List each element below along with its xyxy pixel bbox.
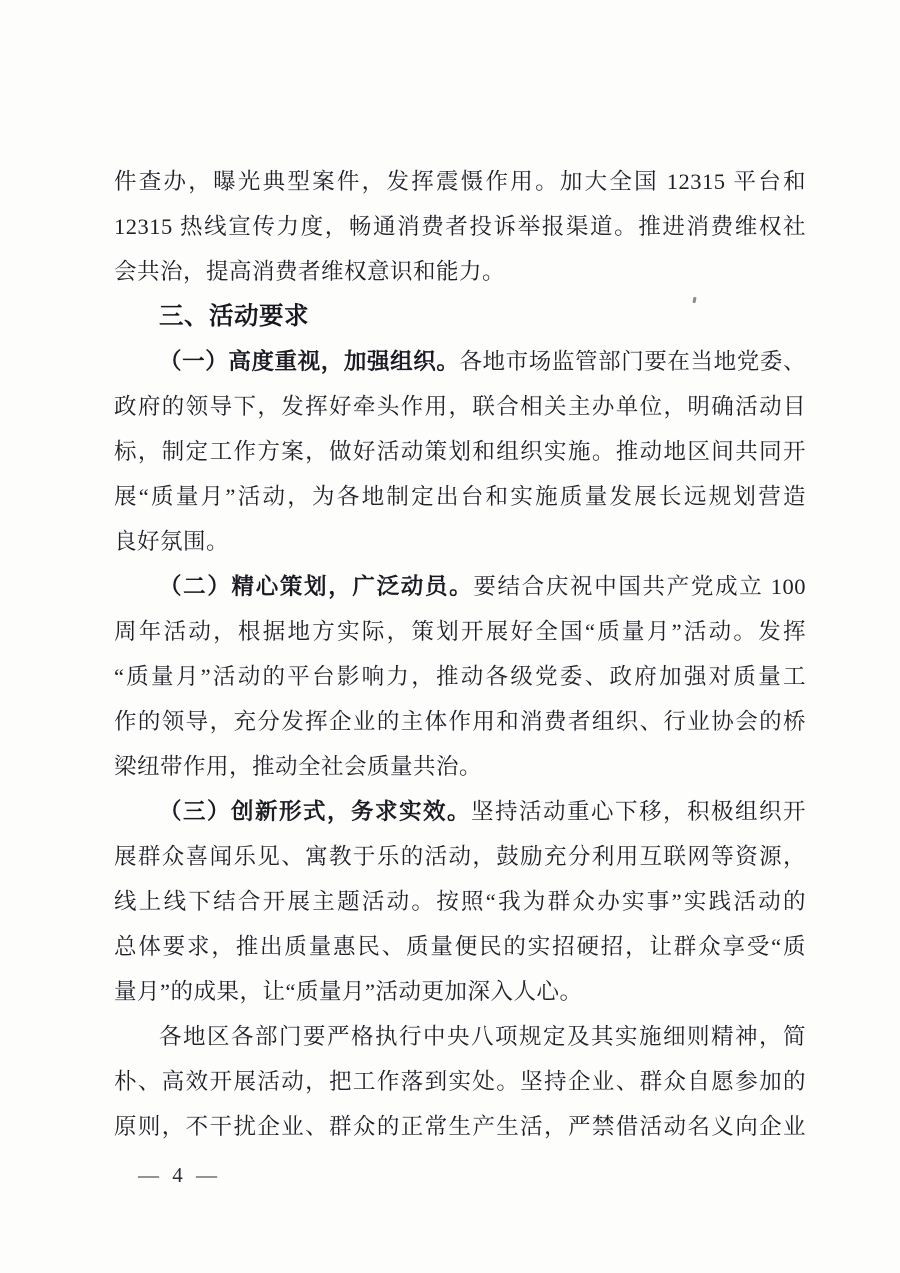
text-line: “质量月”活动的平台影响力，推动各级党委、政府加强对质量工 bbox=[114, 664, 806, 689]
text-line: 良好氛围。 bbox=[114, 529, 230, 554]
text-line: 展“质量月”活动，为各地制定出台和实施质量发展长远规划营造 bbox=[114, 484, 806, 509]
text-line: 政府的领导下，发挥好牵头作用，联合相关主办单位，明确活动目 bbox=[114, 394, 806, 419]
text-line: 12315 热线宣传力度，畅通消费者投诉举报渠道。推进消费维权社 bbox=[114, 214, 806, 239]
section-heading: 三、活动要求 bbox=[159, 303, 309, 330]
text-line: 原则，不干扰企业、群众的正常生产生活，严禁借活动名义向企业 bbox=[114, 1114, 806, 1139]
text-line: 各地区各部门要严格执行中央八项规定及其实施细则精神，简 bbox=[159, 1024, 806, 1049]
paragraph-text: 各地市场监管部门要在当地党委、 bbox=[459, 349, 806, 374]
text-line bbox=[114, 564, 806, 609]
text-line: 标，制定工作方案，做好活动策划和组织实施。推动地区间共同开 bbox=[114, 439, 806, 464]
paragraph-text: 坚持活动重心下移，积极组织开 bbox=[471, 799, 806, 824]
paragraph-lead: （二）精心策划，广泛动员。 bbox=[159, 574, 474, 599]
paragraph-lead: （一）高度重视，加强组织。 bbox=[159, 349, 460, 374]
text-line: 总体要求，推出质量惠民、质量便民的实招硬招，让群众享受“质 bbox=[114, 934, 806, 959]
text-line: 量月”的成果，让“质量月”活动更加深入人心。 bbox=[114, 979, 583, 1004]
text-line: 件查办，曝光典型案件，发挥震慑作用。加大全国 12315 平台和 bbox=[114, 169, 806, 194]
text-line: 线上线下结合开展主题活动。按照“我为群众办实事”实践活动的 bbox=[114, 889, 806, 914]
text-line: 周年活动，根据地方实际，策划开展好全国“质量月”活动。发挥 bbox=[114, 619, 806, 644]
document-body bbox=[114, 159, 806, 1149]
page-number: — 4 — bbox=[138, 1163, 221, 1187]
text-line: 展群众喜闻乐见、寓教于乐的活动，鼓励充分利用互联网等资源， bbox=[114, 844, 806, 869]
text-line: 朴、高效开展活动，把工作落到实处。坚持企业、群众自愿参加的 bbox=[114, 1069, 806, 1094]
text-line bbox=[114, 789, 806, 834]
text-line: 梁纽带作用，推动全社会质量共治。 bbox=[114, 754, 483, 779]
paragraph-text: 要结合庆祝中国共产党成立 100 bbox=[473, 574, 806, 599]
text-line bbox=[114, 339, 806, 384]
paragraph-lead: （三）创新形式，务求实效。 bbox=[159, 799, 471, 824]
text-line: 会共治，提高消费者维权意识和能力。 bbox=[114, 259, 506, 284]
text-line: 作的领导，充分发挥企业的主体作用和消费者组织、行业协会的桥 bbox=[114, 709, 806, 734]
